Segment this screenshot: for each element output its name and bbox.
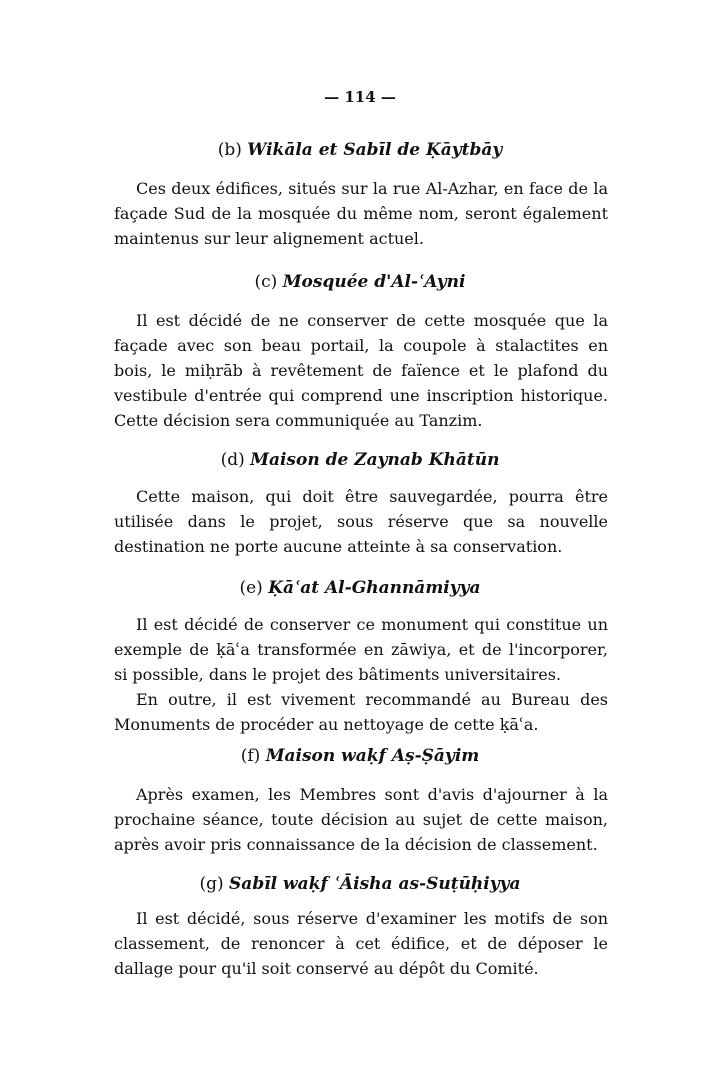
section-label: (d): [220, 450, 245, 470]
paragraph: Après examen, les Membres sont d'avis d'ajourner à la prochaine séance, toute décision au sujet de cette maison, après avoir pris connaissance de la décision de classement.: [114, 785, 608, 854]
section-title: Maison waḳf Aṣ-Ṣāyim: [265, 746, 480, 766]
section-title: Wikāla et Sabīl de Ḳāytbāy: [247, 140, 503, 160]
section-label: (f): [240, 746, 261, 766]
section-heading-e: [0, 578, 720, 598]
paragraph: En outre, il est vivement recommandé au Bureau des Monuments de procéder au nettoyage de cette ḳāʿa.: [114, 690, 608, 734]
section-label: (c): [254, 272, 278, 292]
section-body-f: [114, 782, 608, 857]
paragraph: Il est décidé de ne conserver de cette mosquée que la façade avec son beau portail, la coupole à stalactites en bois, le miḥrāb à revêtement de faïence et le plafond du vestibule d'entrée qui comprend une inscription historique. Cette décision sera communiquée au Tanzim.: [114, 311, 608, 430]
section-title: Maison de Zaynab Khātūn: [250, 450, 500, 470]
section-heading-b: [0, 140, 720, 160]
section-title: Ḳāʿat Al-Ghannāmiyya: [268, 578, 481, 598]
section-body-c: [114, 308, 608, 433]
section-title: Mosquée d'Al-ʿAyni: [282, 272, 466, 292]
section-label: (e): [239, 578, 263, 598]
section-body-g: [114, 906, 608, 981]
section-body-e: [114, 612, 608, 737]
paragraph: Ces deux édifices, situés sur la rue Al-Azhar, en face de la façade Sud de la mosquée du même nom, seront également maintenus sur leur alignement actuel.: [114, 179, 608, 248]
page-number: — 114 —: [324, 88, 396, 106]
section-label: (g): [199, 874, 224, 894]
section-heading-g: [0, 874, 720, 894]
section-heading-d: [0, 450, 720, 470]
section-body-b: [114, 176, 608, 251]
paragraph: Il est décidé de conserver ce monument qui constitue un exemple de ḳāʿa transformée en zāwiya, et de l'incorporer, si possible, dans le projet des bâtiments universitaires.: [114, 615, 608, 684]
paragraph: Il est décidé, sous réserve d'examiner les motifs de son classement, de renoncer à cet édifice, et de déposer le dallage pour qu'il soit conservé au dépôt du Comité.: [114, 909, 608, 978]
section-label: (b): [217, 140, 242, 160]
section-heading-f: [0, 746, 720, 766]
section-body-d: [114, 484, 608, 559]
paragraph: Cette maison, qui doit être sauvegardée, pourra être utilisée dans le projet, sous réserve que sa nouvelle destination ne porte aucune atteinte à sa conservation.: [114, 487, 608, 556]
section-heading-c: [0, 272, 720, 292]
section-title: Sabīl waḳf ʿĀisha as-Suṭūḥiyya: [229, 874, 521, 894]
